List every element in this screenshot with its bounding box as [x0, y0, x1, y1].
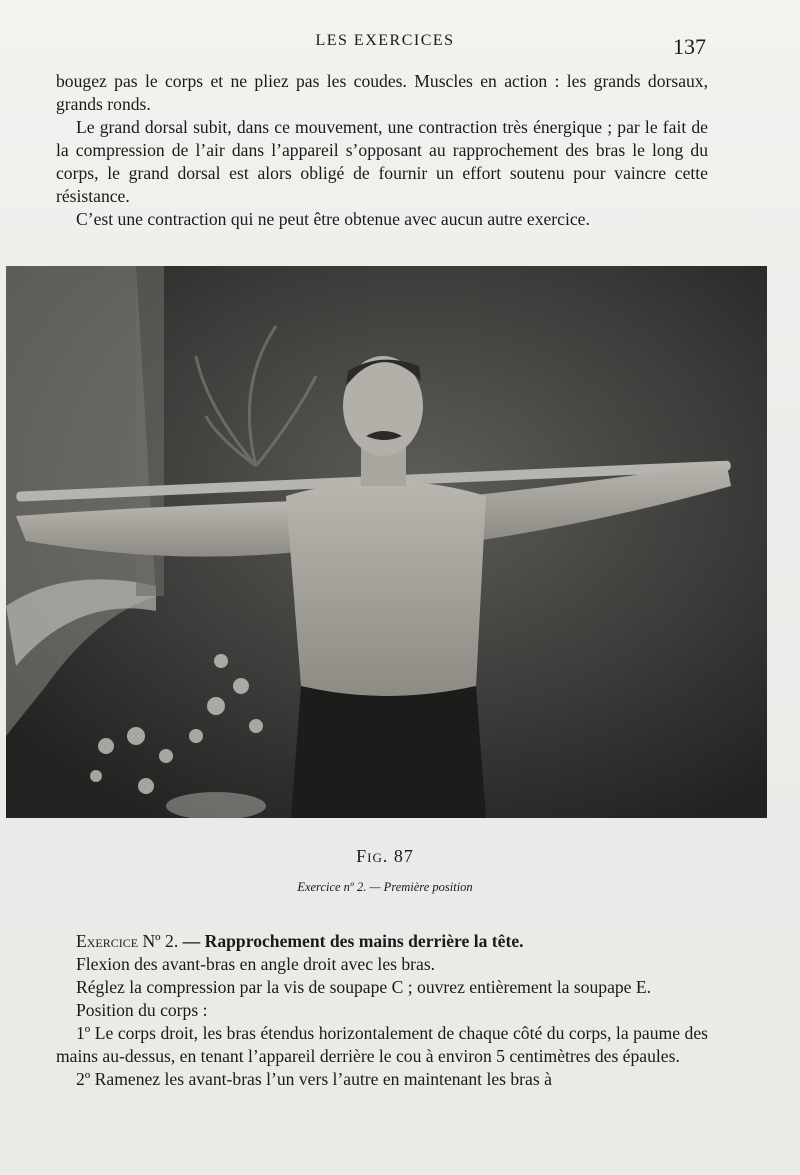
paragraph: Réglez la compression par la vis de soupape C ; ouvrez entièrement la soupape E. [76, 977, 652, 997]
paragraph: C’est une contraction qui ne peut être obtenue avec aucun autre exercice. [76, 209, 590, 229]
photograph-drawing [6, 266, 767, 818]
figure-number: Fig. 87 [356, 846, 414, 866]
paragraph: 2º Ramenez les avant-bras l’un vers l’autre en maintenant les bras à [76, 1069, 552, 1089]
page-header [0, 28, 800, 58]
top-text-block [56, 70, 708, 231]
exercise-label: Exercice Nº 2. [76, 931, 179, 951]
running-title: LES EXERCICES [315, 32, 455, 49]
exercise-title: Rapprochement des mains derrière la tête. [204, 931, 524, 951]
paragraph: Position du corps : [76, 1000, 208, 1020]
page-number: 137 [673, 34, 706, 59]
figure-subcaption: Exercice nº 2. — Première position [297, 880, 473, 894]
exercise-heading [56, 930, 708, 953]
heading-dash: — [178, 931, 205, 951]
paragraph: bougez pas le corps et ne pliez pas les coudes. Muscles en action : les grands dorsaux, grands ronds. [56, 71, 708, 114]
exercise-photograph [6, 266, 767, 818]
exercise-text-block [56, 930, 708, 1091]
paragraph: 1º Le corps droit, les bras étendus horizontalement de chaque côté du corps, la paume des mains au-dessus, en tenant l’appareil derrière le cou à environ 5 centimètres des épaules. [56, 1023, 708, 1066]
paragraph: Flexion des avant-bras en angle droit avec les bras. [76, 954, 436, 974]
paragraph: Le grand dorsal subit, dans ce mouvement, une contraction très énergique ; par le fait de la compression de l’air dans l’appareil s’opposant au rapprochement des bras le long du corps, le grand dorsal est alors obligé de fournir un effort soutenu pour vaincre cette résistance. [56, 117, 708, 206]
